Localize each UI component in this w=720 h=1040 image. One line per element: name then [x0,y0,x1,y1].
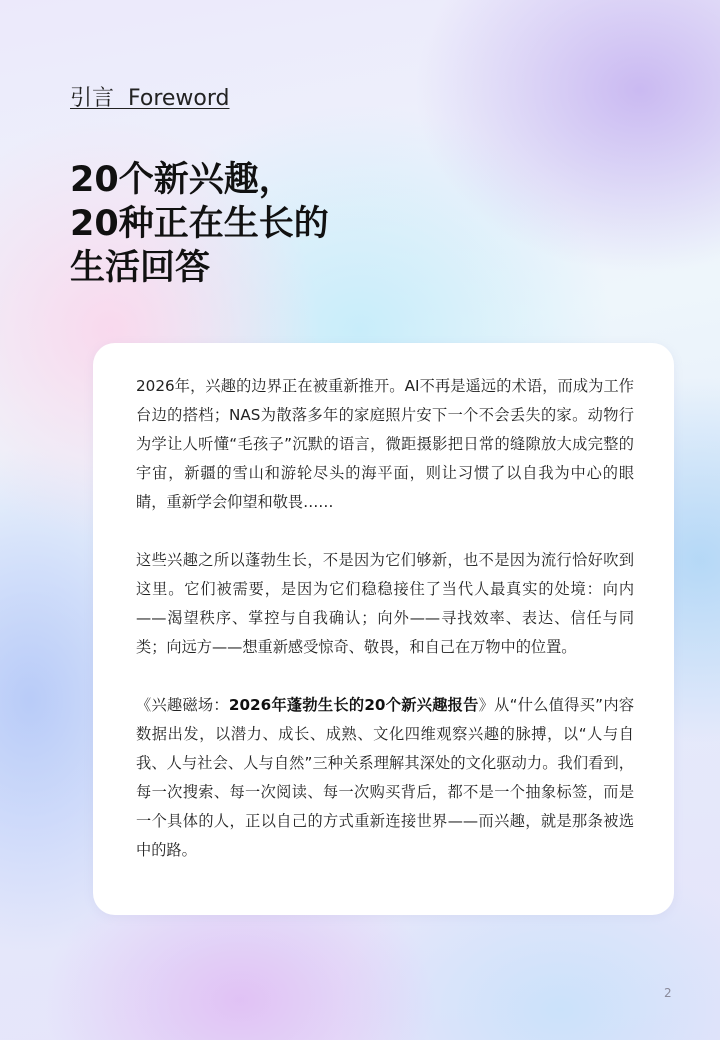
page-number: 2 [664,986,672,1000]
title-line-2: 20种正在生长的 [70,204,329,244]
title-line-1: 20个新兴趣， [70,160,294,200]
foreword-paragraph-3-text: 》从“什么值得买”内容数据出发，以潜力、成长、成熟、文化四维观察兴趣的脉搏，以“人与自我、人与社会、人与自然”三种关系理解其深处的文化驱动力。我们看到，每一次搜索、每一次阅读、每一次购买背后，都不是一个抽象标签，而是一个具体的人，正以自己的方式重新连接世界——而兴趣，就是那条被选中的路。 [136,696,635,859]
foreword-body [136,372,634,865]
section-label: 引言 Foreword [70,86,230,111]
foreword-card [93,343,674,915]
foreword-paragraph-1: 2026年，兴趣的边界正在被重新推开。AI不再是遥远的术语，而成为工作台边的搭档；NAS为散落多年的家庭照片安下一个不会丢失的家。动物行为学让人听懂“毛孩子”沉默的语言，微距摄影把日常的缝隙放大成完整的宇宙，新疆的雪山和游轮尽头的海平面，则让习惯了以自我为中心的眼睛，重新学会仰望和敬畏…… [136,377,634,511]
report-title-prefix: 《兴趣磁场： [136,696,229,714]
foreword-paragraph-3 [136,691,634,865]
foreword-paragraph-2: 这些兴趣之所以蓬勃生长，不是因为它们够新，也不是因为流行恰好吹到这里。它们被需要，是因为它们稳稳接住了当代人最真实的处境：向内——渴望秩序、掌控与自我确认；向外——寻找效率、表达、信任与同类；向远方——想重新感受惊奇、敬畏，和自己在万物中的位置。 [136,551,634,656]
page-title [70,158,329,290]
page-header [70,84,230,114]
report-title-bold: 2026年蓬勃生长的20个新兴趣报告 [228,696,479,714]
title-line-3: 生活回答 [70,248,211,288]
